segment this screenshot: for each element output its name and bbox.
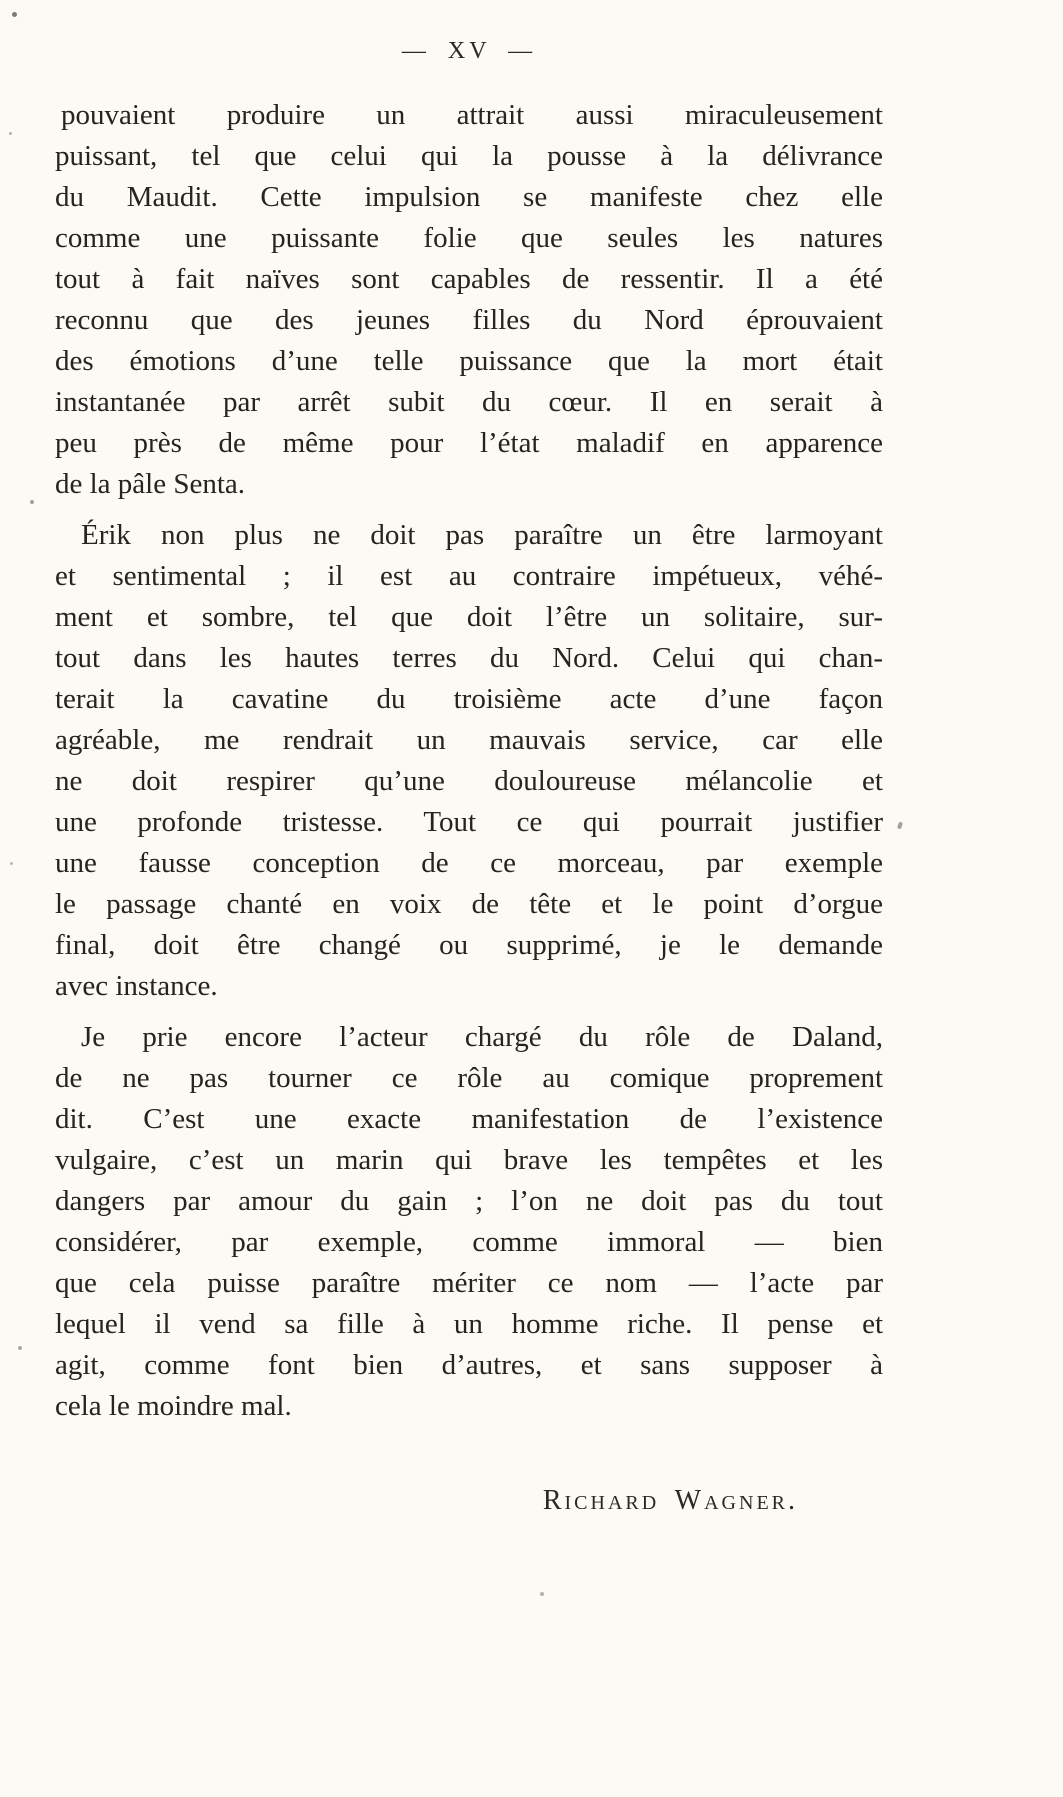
text-line: agréable, me rendrait un mauvais service, car elle: [55, 724, 883, 756]
text-line: des émotions d’une telle puissance que la mort était: [55, 345, 883, 377]
page-number: — XV —: [401, 38, 537, 64]
text-line: Je prie encore l’acteur chargé du rôle de Daland,: [81, 1021, 883, 1053]
paragraph: [55, 515, 883, 1007]
text-line: lequel il vend sa fille à un homme riche. Il pense et: [55, 1308, 883, 1340]
scan-speckle: [9, 132, 12, 135]
signature: Richard Wagner.: [542, 1485, 798, 1516]
text-line: peu près de même pour l’état maladif en apparence: [55, 427, 883, 459]
text-line: pouvaient produire un attrait aussi miraculeusement: [61, 99, 883, 131]
text-line: comme une puissante folie que seules les natures: [55, 222, 883, 254]
text-line: que cela puisse paraître mériter ce nom — l’acte par: [55, 1267, 883, 1299]
scan-speckle: [12, 12, 17, 17]
text-line: tout dans les hautes terres du Nord. Celui qui chan-: [55, 642, 883, 674]
text-line: dit. C’est une exacte manifestation de l’existence: [55, 1103, 883, 1135]
text-line: une fausse conception de ce morceau, par exemple: [55, 847, 883, 879]
scan-speckle: [30, 500, 34, 504]
text-line: puissant, tel que celui qui la pousse à la délivrance: [55, 140, 883, 172]
text-line: tout à fait naïves sont capables de ressentir. Il a été: [55, 263, 883, 295]
text-line: ne doit respirer qu’une douloureuse mélancolie et: [55, 765, 883, 797]
scan-speckle: [18, 1346, 22, 1350]
paragraph: [55, 95, 883, 505]
text-line: cela le moindre mal.: [55, 1390, 292, 1422]
text-line: ment et sombre, tel que doit l’être un solitaire, sur-: [55, 601, 883, 633]
text-line: de la pâle Senta.: [55, 468, 246, 500]
text-line: agit, comme font bien d’autres, et sans supposer à: [55, 1349, 883, 1381]
text-line: et sentimental ; il est au contraire impétueux, véhé-: [55, 560, 883, 592]
text-line: considérer, par exemple, comme immoral — bien: [55, 1226, 883, 1258]
text-line: dangers par amour du gain ; l’on ne doit pas du tout: [55, 1185, 883, 1217]
scan-speckle: [10, 862, 13, 865]
paragraph: [55, 1017, 883, 1427]
text-line: le passage chanté en voix de tête et le point d’orgue: [55, 888, 883, 920]
text-line: de ne pas tourner ce rôle au comique proprement: [55, 1062, 883, 1094]
scan-speckle: [540, 1592, 544, 1596]
text-line: reconnu que des jeunes filles du Nord éprouvaient: [55, 304, 883, 336]
text-line: terait la cavatine du troisième acte d’une façon: [55, 683, 883, 715]
text-line: instantanée par arrêt subit du cœur. Il en serait à: [55, 386, 883, 418]
text-line: final, doit être changé ou supprimé, je le demande: [55, 929, 883, 961]
text-line: avec instance.: [55, 970, 218, 1002]
text-line: du Maudit. Cette impulsion se manifeste chez elle: [55, 181, 883, 213]
scan-speckle: [897, 822, 903, 830]
text-block: [55, 95, 883, 1427]
text-line: une profonde tristesse. Tout ce qui pourrait justifier: [55, 806, 883, 838]
text-line: Érik non plus ne doit pas paraître un être larmoyant: [81, 519, 883, 551]
text-line: vulgaire, c’est un marin qui brave les tempêtes et les: [55, 1144, 883, 1176]
